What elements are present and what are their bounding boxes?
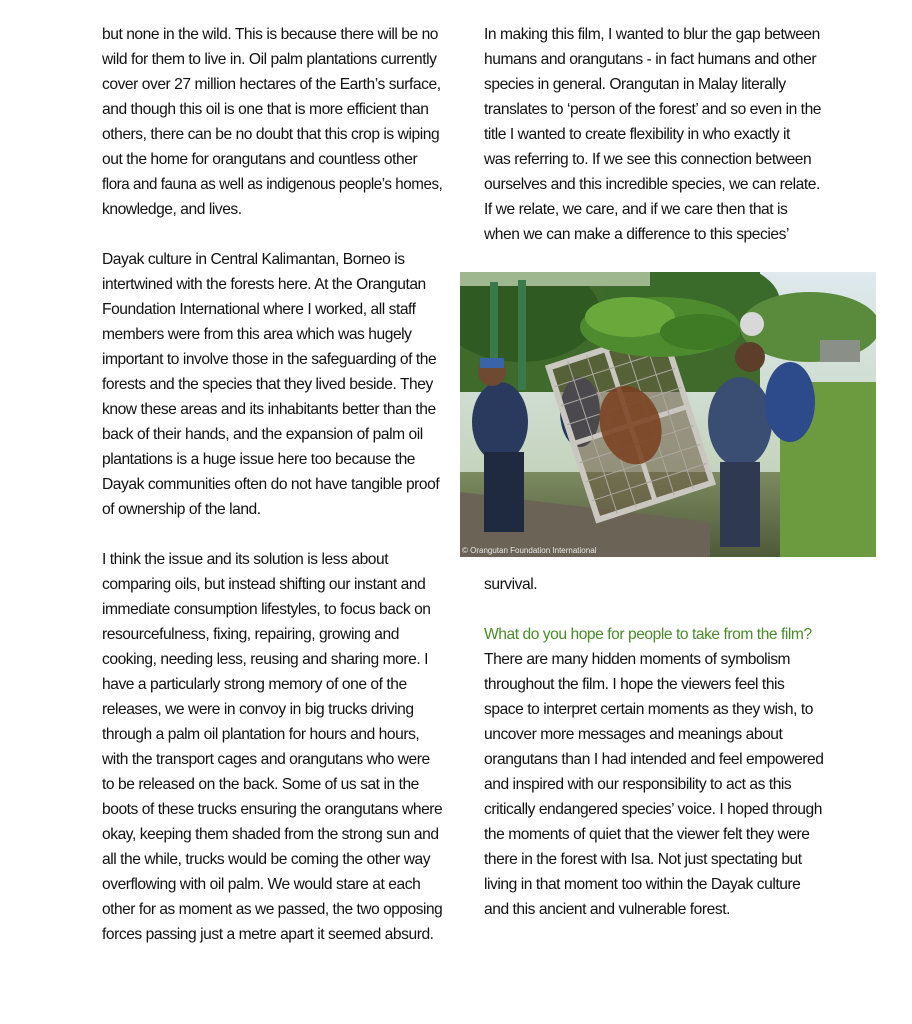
text-line: but none in the wild. This is because there will be no	[102, 26, 439, 43]
text-line: and inspired with our responsibility to act as this	[484, 776, 792, 793]
text-line: space to interpret certain moments as they wish, to	[484, 701, 813, 718]
text-line: uncover more messages and meanings about	[484, 726, 783, 743]
text-line: out the home for orangutans and countless other	[102, 151, 418, 168]
text-line: when we can make a difference to this species’	[484, 226, 789, 243]
text-line: Dayak communities often do not have tangible proof	[102, 476, 440, 493]
text-line: In making this film, I wanted to blur the gap between	[484, 26, 820, 43]
text-line: intertwined with the forests here. At the Orangutan	[102, 276, 426, 293]
text-line: flora and fauna as well as indigenous people’s homes,	[102, 176, 443, 193]
text-line: the moments of quiet that the viewer felt they were	[484, 826, 810, 843]
text-line: through a palm oil plantation for hours and hours,	[102, 726, 420, 743]
text-line: all the while, trucks would be coming the other way	[102, 851, 431, 868]
text-line: forests and the species that they lived beside. They	[102, 376, 433, 393]
text-line: with the transport cages and orangutans who were	[102, 751, 430, 768]
text-line: ourselves and this incredible species, we can relate.	[484, 176, 820, 193]
text-line: others, there can be no doubt that this crop is wiping	[102, 126, 440, 143]
text-line: know these areas and its inhabitants better than the	[102, 401, 436, 418]
text-line: members were from this area which was hugely	[102, 326, 412, 343]
text-line: There are many hidden moments of symbolism	[484, 651, 791, 668]
text-line: was referring to. If we see this connection between	[484, 151, 812, 168]
text-line: plantations is a huge issue here too because the	[102, 451, 416, 468]
text-line: species in general. Orangutan in Malay literally	[484, 76, 786, 93]
photo-credit: © Orangutan Foundation International	[462, 546, 597, 555]
text-line: throughout the film. I hope the viewers feel this	[484, 676, 785, 693]
text-line: and this ancient and vulnerable forest.	[484, 901, 730, 918]
text-line: okay, keeping them shaded from the strong sun and	[102, 826, 439, 843]
text-line: I think the issue and its solution is less about	[102, 551, 389, 568]
text-line: overflowing with oil palm. We would stare at each	[102, 876, 421, 893]
text-line: of ownership of the land.	[102, 501, 261, 518]
text-line: Foundation International where I worked, all staff	[102, 301, 416, 318]
text-line: wild for them to live in. Oil palm plantations currently	[102, 51, 437, 68]
paragraph-palm-oil	[102, 22, 447, 222]
text-line: cover over 27 million hectares of the Earth’s surface,	[102, 76, 441, 93]
text-line: orangutans than I had intended and feel empowered	[484, 751, 824, 768]
text-line: releases, we were in convoy in big trucks driving	[102, 701, 414, 718]
text-line: there in the forest with Isa. Not just spectating but	[484, 851, 802, 868]
text-line: humans and orangutans - in fact humans and other	[484, 51, 817, 68]
interview-question-heading: What do you hope for people to take from the film?	[484, 626, 812, 643]
text-line: back of their hands, and the expansion of palm oil	[102, 426, 423, 443]
text-line: living in that moment too within the Dayak culture	[484, 876, 801, 893]
text-line: critically endangered species’ voice. I hoped through	[484, 801, 822, 818]
text-line: have a particularly strong memory of one of the	[102, 676, 407, 693]
right-text-column-bottom	[484, 572, 829, 922]
left-text-column	[102, 22, 447, 947]
text-line: title I wanted to create flexibility in who exactly it	[484, 126, 790, 143]
text-line: Dayak culture in Central Kalimantan, Borneo is	[102, 251, 405, 268]
right-text-column-top	[484, 22, 829, 247]
continuation-text: survival.	[484, 576, 538, 593]
paragraph-answer	[484, 647, 829, 922]
text-line: knowledge, and lives.	[102, 201, 242, 218]
text-line: other for as moment as we passed, the two opposing	[102, 901, 443, 918]
paragraph-dayak-culture	[102, 247, 447, 522]
text-line: forces passing just a metre apart it seemed absurd.	[102, 926, 434, 943]
text-line: cooking, needing less, reusing and sharing more. I	[102, 651, 428, 668]
text-line: boots of these trucks ensuring the orangutans where	[102, 801, 443, 818]
text-line: important to involve those in the safeguarding of the	[102, 351, 437, 368]
text-line: translates to ‘person of the forest’ and so even in the	[484, 101, 822, 118]
text-line: to be released on the back. Some of us sat in the	[102, 776, 419, 793]
text-line: If we relate, we care, and if we care then that is	[484, 201, 788, 218]
text-line: and though this oil is one that is more efficient than	[102, 101, 429, 118]
paragraph-film-intent	[484, 22, 829, 247]
photo-illustration	[460, 272, 876, 557]
text-line: resourcefulness, fixing, repairing, growing and	[102, 626, 399, 643]
text-line: immediate consumption lifestyles, to focus back on	[102, 601, 431, 618]
orangutan-release-photo	[460, 272, 876, 557]
text-line: comparing oils, but instead shifting our instant and	[102, 576, 426, 593]
paragraph-consumption	[102, 547, 447, 947]
